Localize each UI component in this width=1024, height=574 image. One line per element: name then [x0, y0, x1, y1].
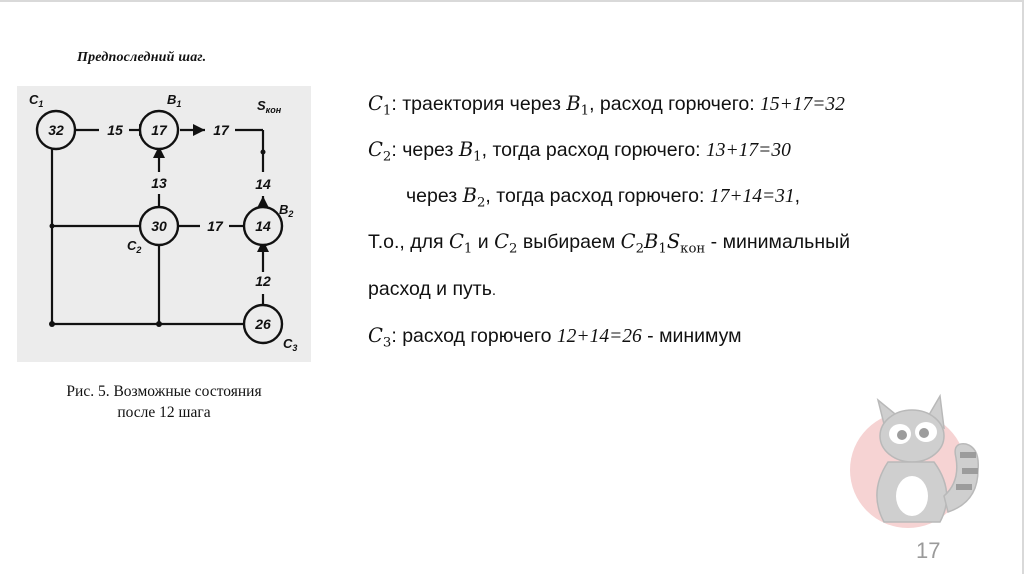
edge-c3-b2-weight: 12: [255, 273, 271, 289]
text-line-4: Т.о., для $C_1$ и $C_2$ выбираем $C_2B_1S_{кон}$ - минимальный: [368, 230, 851, 257]
state-graph-figure: [17, 86, 311, 362]
text-line-2: $C_2$: через $B_1$, тогда расход горючего: 13+17=30: [368, 138, 791, 165]
var-c2: $C_2$: [494, 230, 518, 257]
formula-2: 13+17=30: [706, 140, 791, 161]
text-line-3: через $B_2$, тогда расход горючего: 17+14=31,: [406, 184, 801, 211]
caption-line-1: Рис. 5. Возможные состояния: [66, 383, 262, 400]
text-line-1: $C_1$: траектория через $B_1$, расход горючего: 15+17=32: [368, 92, 845, 119]
junction-bottom-left: [49, 321, 55, 327]
edge-b2-s-weight: 14: [255, 176, 271, 192]
var-b1: $B_1$: [458, 138, 482, 165]
label-c2: $C_2$: [127, 238, 142, 255]
text-line-6: $C_3$: расход горючего 12+14=26 - минимум: [368, 324, 742, 351]
label-s-kon: $S_{кон}$: [257, 98, 282, 115]
var-c3: $C_3$: [368, 324, 392, 351]
label-c3: $C_3$: [283, 336, 298, 353]
node-c3-value: 26: [255, 316, 271, 332]
label-b1: $B_1$: [167, 92, 182, 109]
edge-c1-b1-weight: 15: [107, 122, 123, 138]
node-c2-value: 30: [151, 218, 167, 234]
label-c1: $C_1$: [29, 92, 44, 109]
page-number: 17: [916, 538, 941, 563]
node-c1-value: 32: [48, 122, 64, 138]
label-b2: $B_2$: [279, 202, 294, 219]
lemur-logo-icon: [848, 392, 1008, 542]
edge-b1-s-weight: 17: [213, 122, 229, 138]
node-b1-value: 17: [151, 122, 167, 138]
node-b2-value: 14: [255, 218, 271, 234]
junction-left-mid: [50, 224, 55, 229]
var-b2: $B_2$: [462, 184, 486, 211]
figure-caption: [18, 381, 310, 423]
var-b1: $B_1$: [566, 92, 590, 119]
text-line-5: расход и путь.: [368, 278, 497, 300]
caption-line-2: после 12 шага: [117, 404, 211, 421]
edge-c2-b2-weight: 17: [207, 218, 223, 234]
formula-1: 15+17=32: [760, 94, 845, 115]
junction-bottom-mid: [156, 321, 162, 327]
formula-6: 12+14=26: [556, 326, 642, 347]
formula-3: 17+14=31: [709, 186, 795, 207]
var-c1: $C_1$: [368, 92, 392, 119]
path-expression: $C_2B_1S_{кон}$: [620, 230, 706, 257]
var-c2: $C_2$: [368, 138, 392, 165]
junction-s: [261, 150, 266, 155]
slide-heading: Предпоследний шаг.: [77, 50, 207, 65]
edge-c2-b1-weight: 13: [151, 175, 167, 191]
top-border: [0, 0, 1024, 2]
var-c1: $C_1$: [449, 230, 473, 257]
